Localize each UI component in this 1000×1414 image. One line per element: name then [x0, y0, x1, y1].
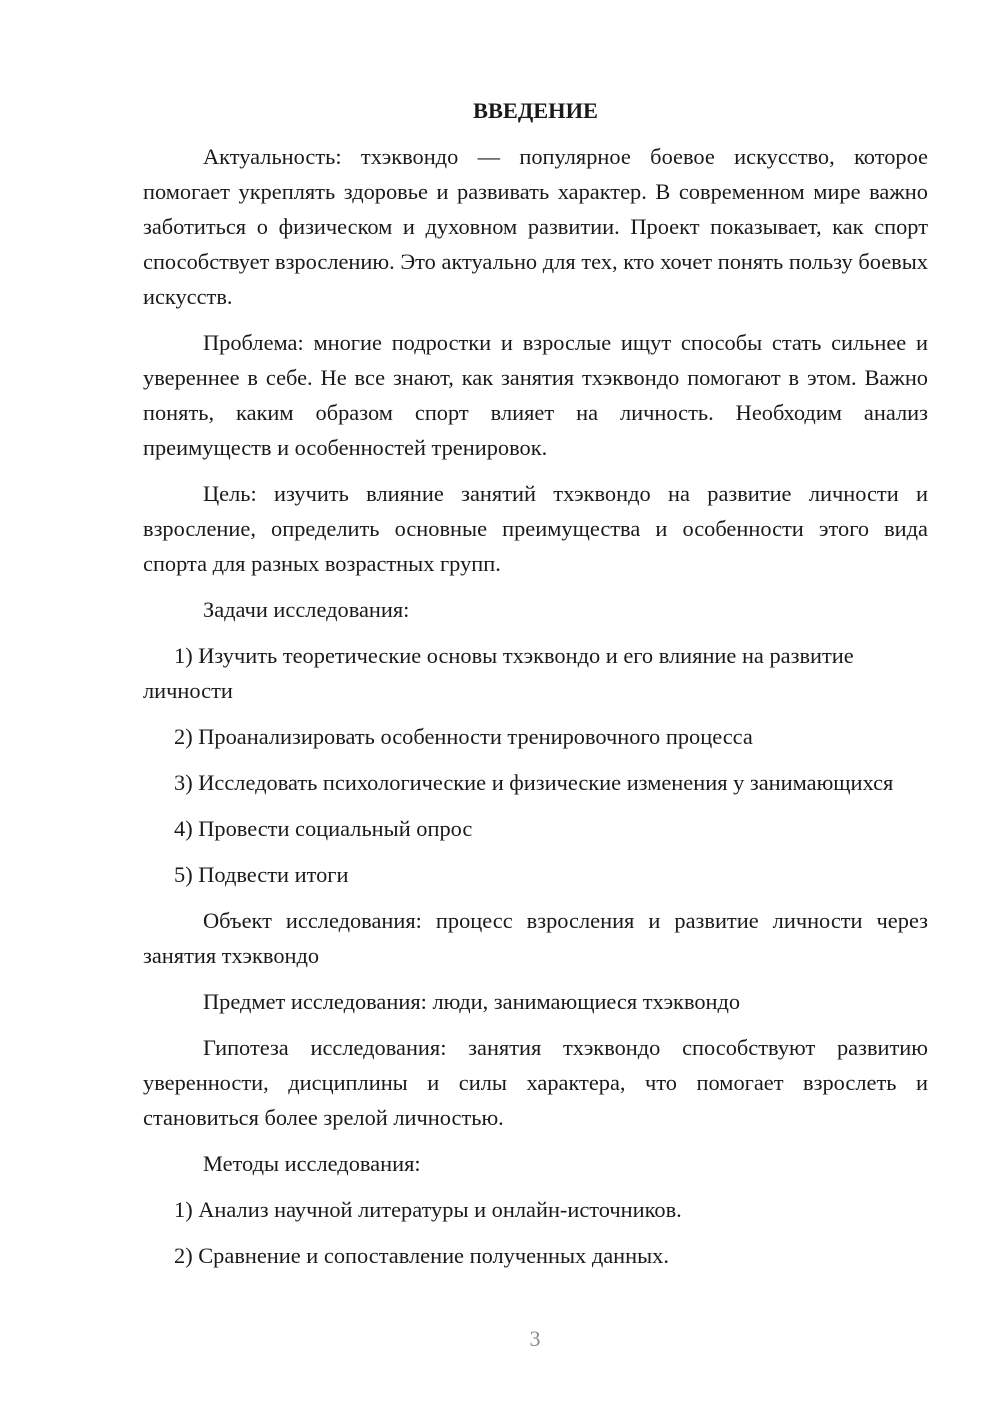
paragraph-hypothesis: Гипотеза исследования: занятия тхэквондо способствуют развитию уверенности, дисциплины и силы характера, что помогает взрослеть и становиться более зрелой личностью. [143, 1035, 928, 1130]
task-item-4: 4) Провести социальный опрос [174, 816, 473, 841]
paragraph-object: Объект исследования: процесс взросления и развитие личности через занятия тхэквондо [143, 908, 928, 968]
task-item-2: 2) Проанализировать особенности тренировочного процесса [174, 724, 753, 749]
task-item-1: 1) Изучить теоретические основы тхэквондо и его влияние на развитие личности [143, 643, 854, 703]
methods-heading: Методы исследования: [203, 1151, 421, 1176]
method-item-2: 2) Сравнение и сопоставление полученных данных. [174, 1243, 669, 1268]
page-content [143, 93, 928, 1284]
paragraph-relevance: Актуальность: тхэквондо — популярное боевое искусство, которое помогает укреплять здоровье и развивать характер. В современном мире важно заботиться о физическом и духовном развитии. Проект показывает, как спорт способствует взрослению. Это актуально для тех, кто хочет понять пользу боевых искусств. [143, 144, 928, 309]
method-item-1: 1) Анализ научной литературы и онлайн-источников. [174, 1197, 682, 1222]
tasks-heading: Задачи исследования: [203, 597, 410, 622]
paragraph-goal: Цель: изучить влияние занятий тхэквондо на развитие личности и взросление, определить основные преимущества и особенности этого вида спорта для разных возрастных групп. [143, 481, 928, 576]
task-item-5: 5) Подвести итоги [174, 862, 349, 887]
paragraph-subject: Предмет исследования: люди, занимающиеся тхэквондо [203, 989, 741, 1014]
section-title: ВВЕДЕНИЕ [473, 98, 598, 123]
task-item-3: 3) Исследовать психологические и физические изменения у занимающихся [174, 770, 894, 795]
page-number: 3 [529, 1326, 541, 1351]
paragraph-problem: Проблема: многие подростки и взрослые ищут способы стать сильнее и увереннее в себе. Не все знают, как занятия тхэквондо помогают в этом. Важно понять, каким образом спорт влияет на личность. Необходим анализ преимуществ и особенностей тренировок. [143, 330, 928, 460]
